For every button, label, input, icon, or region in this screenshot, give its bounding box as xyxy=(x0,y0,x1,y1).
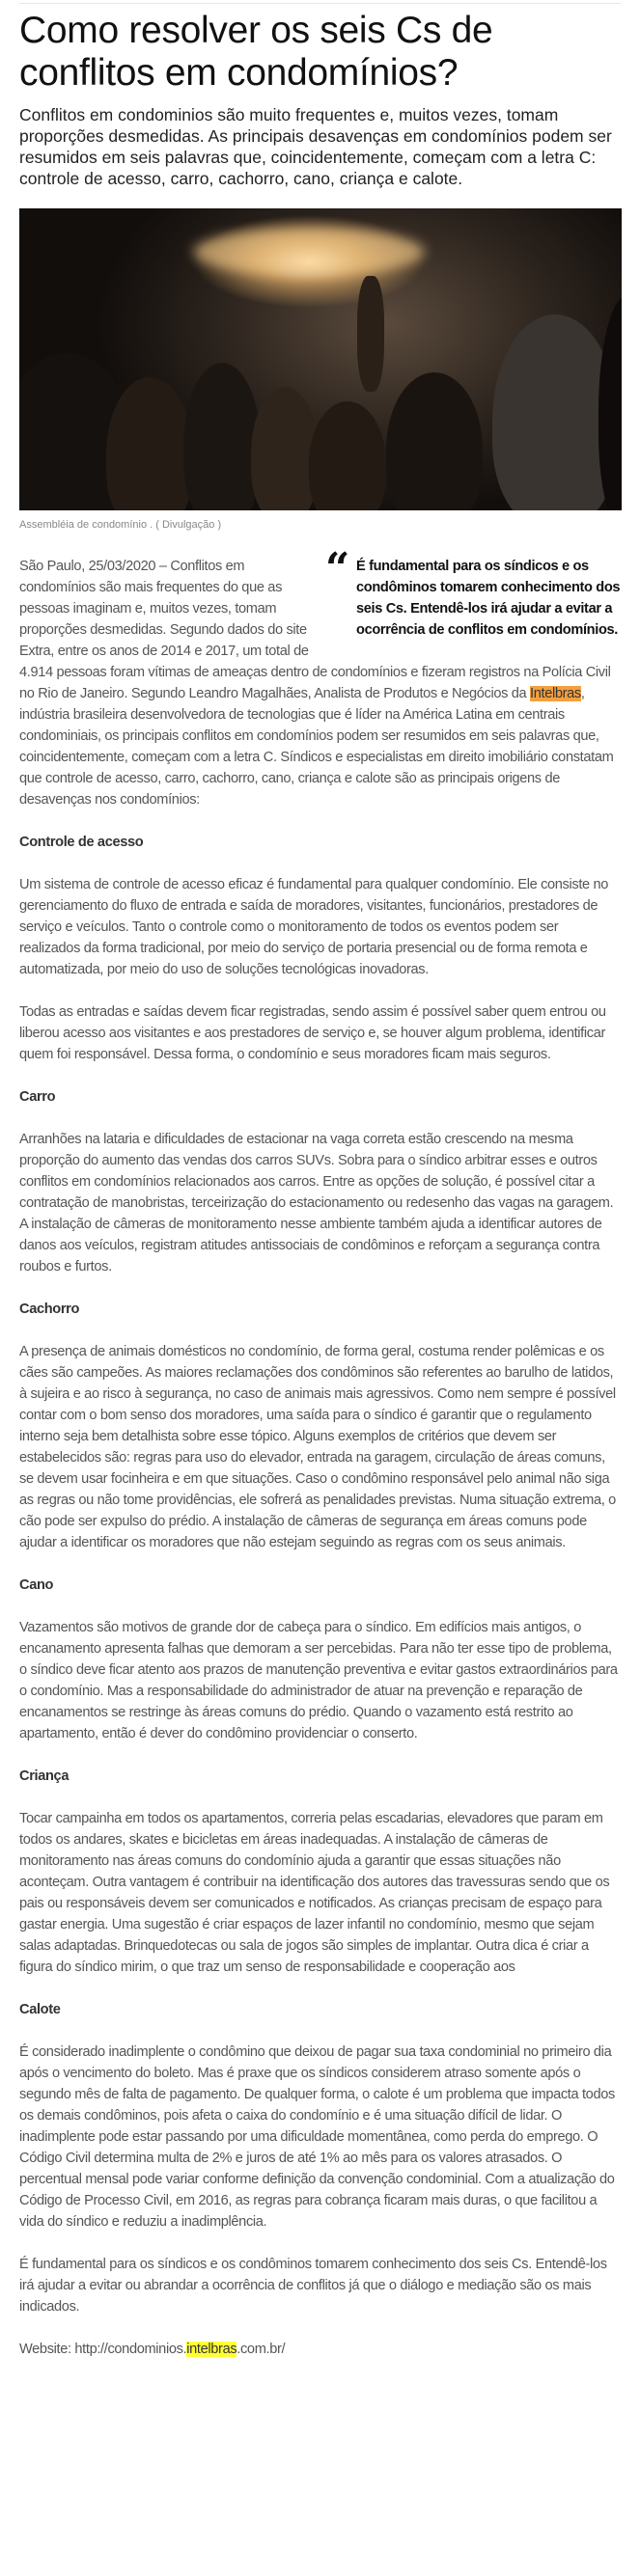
pull-quote xyxy=(325,544,622,641)
quote-icon: “ xyxy=(325,544,349,593)
website-line[interactable] xyxy=(19,2339,622,2360)
section-paragraph: É fundamental para os síndicos e os condôminos tomarem conhecimento dos seis Cs. Entendê-los irá ajudar a evitar ou abrandar a ocorrência de conflitos já que o diálogo e mediação são os mais indicados. xyxy=(19,2257,607,2315)
top-divider xyxy=(19,3,621,4)
article-lead: Conflitos em condominios são muito frequentes e, muitos vezes, tomam proporções desmedidas. As principais desavenças em condomínios podem ser resumidos em seis palavras que, coincidentemente, começam com a letra C: controle de acesso, carro, cachorro, cano, criança e calote. xyxy=(19,105,612,188)
page-title: Como resolver os seis Cs de conflitos em condomínios? xyxy=(19,10,493,94)
section-paragraph: Tocar campainha em todos os apartamentos, correria pelas escadarias, elevadores que param em todos os andares, skates e bicicletas em áreas inadequadas. A instalação de câmeras de monitoramento nas áreas comuns do condomínio ajuda a garantir que essas situações não aconteçam. Outra vantagem é contribuir na identificação dos autores das travessuras sendo que os pais ou responsáveis devem ser comunicados e notificados. As crianças precisam de espaço para gastar energia. Uma sugestão é criar espaços de lazer infantil no condomínio, mesmo que sejam salas adaptadas. Brinquedotecas ou sala de jogos são simples de implantar. Outra dica é criar a figura do síndico mirim, o que traz um senso de responsabilidade e cooperação aos xyxy=(19,1811,610,1975)
section-heading: Calote xyxy=(19,2002,61,2017)
article-container xyxy=(19,10,622,2381)
article-photo xyxy=(19,208,622,510)
section-paragraph: É considerado inadimplente o condômino que deixou de pagar sua taxa condominial no primeiro dia após o vencimento do boleto. Mas é praxe que os síndicos considerem atraso somente após o segundo mês de falta de pagamento. De qualquer forma, o calote é um problema que impacta todos os demais condôminos, pois afeta o caixa do condomínio e é uma situação difícil de lidar. O inadimplente pode estar passando por uma dificuldade momentânea, como perda do emprego. O Código Civil determina multa de 2% e juros de até 1% ao mês para os valores atrasados. O percentual mensal pode variar conforme definição da convenção condominial. Com a atualização do Código de Processo Civil, em 2016, as regras para cobrança ficaram mais duras, o que facilitou a vida do síndico e reduziu a inadimplência. xyxy=(19,2044,615,2230)
brand-highlight: Intelbras xyxy=(530,686,581,701)
section-heading: Carro xyxy=(19,1089,56,1105)
website-brand-highlight[interactable]: intelbras xyxy=(186,2342,237,2357)
website-suffix[interactable]: .com.br/ xyxy=(237,2342,286,2357)
section-paragraph: A presença de animais domésticos no condomínio, de forma geral, costuma render polêmicas e os cães são campeões. As maiores reclamações dos condôminos são referentes ao barulho de latidos, à sujeira e ao risco à segurança, no caso de animais mais agressivos. Como nem sempre é possível contar com o bom senso dos moradores, uma saída para o síndico é garantir que o regulamento interno seja bem detalhista sobre esse tópico. Alguns exemplos de critérios que devem ser estabelecidos são: regras para uso do elevador, entrada na garagem, circulação de áreas comuns, se devem usar focinheira e em que situações. Caso o condômino responsável pelo animal não siga as regras ou não tome providências, ele sofrerá as penalidades previstas. Numa situação extrema, o cão pode ser expulso do prédio. A instalação de câmeras de segurança em áreas comuns pode ajudar a identificar os moradores que não estejam seguindo as regras com os seus animais. xyxy=(19,1344,616,1550)
article-body xyxy=(19,544,622,2360)
section-heading: Cachorro xyxy=(19,1302,80,1317)
section-paragraph: Vazamentos são motivos de grande dor de cabeça para o síndico. Em edifícios mais antigos, o encanamento apresenta falhas que demoram a ser percebidas. Para não ter esse tipo de problema, o síndico deve ficar atento aos prazos de manutenção preventiva e evitar gastos extraordinários para o condomínio. Mas a responsabilidade do administrador de atuar na prevenção e reparação de encanamentos se restringe às áreas comuns do prédio. Quando o vazamento está restrito ao apartamento, então é dever do condômino providenciar o conserto. xyxy=(19,1620,618,1741)
dateline: São Paulo, 25/03/2020 – xyxy=(19,559,171,574)
section-heading: Controle de acesso xyxy=(19,835,144,850)
section-paragraph: Arranhões na lataria e dificuldades de estacionar na vaga correta estão crescendo na mesma proporção do aumento das vendas dos carros SUVs. Sobra para o síndico arbitrar esses e outros conflitos em condomínios relacionados aos carros. Entre as opções de solução, é possível citar a contratação de manobristas, terceirização do estacionamento ou redesenho das vagas na garagem. A instalação de câmeras de monitoramento nesse ambiente também ajuda a identificar autores de danos aos veículos, registram atitudes antissociais de condôminos e reforçam a segurança contra roubos e furtos. xyxy=(19,1132,614,1274)
section-heading: Criança xyxy=(19,1768,70,1784)
photo-caption: Assembléia de condomínio . ( Divulgação ) xyxy=(19,519,222,531)
pull-quote-text: É fundamental para os síndicos e os condôminos tomarem conhecimento dos seis Cs. Entendê-los irá ajudar a evitar a ocorrência de conflitos em condomínios. xyxy=(356,559,621,638)
section-paragraph: Todas as entradas e saídas devem ficar registradas, sendo assim é possível saber quem entrou ou liberou acesso aos visitantes e aos prestadores de serviço e, se houver algum problema, identificar quem foi responsável. Dessa forma, o condomínio e seus moradores ficam mais seguros. xyxy=(19,1004,606,1062)
intro-text: Conflitos em condomínios são mais frequentes do que as pessoas imaginam e, muitos vezes, tomam proporções desmedidas. Segundo dados do site Extra, entre os anos de 2014 e 2017, um total de 4.914 pessoas foram vítimas de ameaças dentro de condomínios e fizeram registros na Polícia Civil no Rio de Janeiro. Segundo Leandro Magalhães, Analista de Produtos e Negócios da xyxy=(19,559,611,701)
section-paragraph: Um sistema de controle de acesso eficaz é fundamental para qualquer condomínio. Ele consiste no gerenciamento do fluxo de entrada e saída de moradores, visitantes, funcionários, prestadores de serviço e veículos. Tanto o controle como o monitoramento de todos os eventos podem ser realizados da forma tradicional, por meio do serviço de portaria presencial ou de forma remota e automatizada, por meio do uso de soluções tecnológicas inovadoras. xyxy=(19,877,609,977)
website-prefix[interactable]: Website: http://condominios. xyxy=(19,2342,187,2357)
intro-text-continued: , indústria brasileira desenvolvedora de tecnologias que é líder na América Latina em centrais condominiais, os principais conflitos em condomínios podem ser resumidos em seis palavras que, coincidentemente, começam com a letra C. Síndicos e especialistas em direito imobiliário constatam que controle de acesso, carro, cachorro, cano, criança e calote são as principais origens de desavenças nos condomínios: xyxy=(19,686,614,808)
section-heading: Cano xyxy=(19,1577,54,1593)
